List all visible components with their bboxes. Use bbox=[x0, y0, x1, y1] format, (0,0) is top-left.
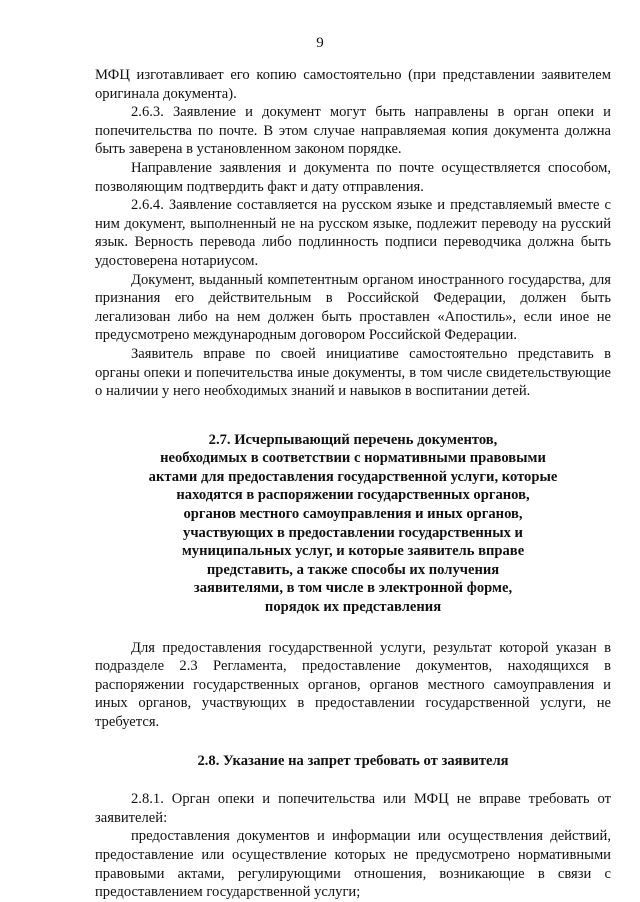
heading-line: заявителями, в том числе в электронной форме, bbox=[193, 580, 513, 597]
paragraph-2-8-1: 2.8.1. Орган опеки и попечительства или МФЦ не вправе требовать от заявителей: bbox=[95, 791, 611, 826]
heading-line: органов местного самоуправления и иных органов, bbox=[183, 506, 523, 523]
paragraph-foreign-document: Документ, выданный компетентным органом иностранного государства, для признания его действительным в Российской Федерации, должен быть легализован либо на нем должен быть проставлен «Апостиль», если иное не предусмотрено международным договором Российской Федерации. bbox=[95, 271, 611, 344]
paragraph-mfc-copy: МФЦ изготавливает его копию самостоятельно (при представлении заявителем оригинала документа). bbox=[95, 67, 611, 102]
section-spacer bbox=[95, 732, 611, 752]
heading-line: участвующих в предоставлении государственных и bbox=[183, 524, 523, 541]
paragraph-2-7-body: Для предоставления государственной услуги, результат которой указан в подразделе 2.3 Регламента, предоставление документов, находящихся в распоряжении государственных органов, органов местного самоуправления и иных органов, участвующих в предоставлении государственной услуги, не требуется. bbox=[95, 639, 611, 730]
heading-line: муниципальных услуг, и которые заявитель вправе bbox=[181, 543, 525, 560]
paragraph-2-6-3: 2.6.3. Заявление и документ могут быть направлены в орган опеки и попечительства по почте. В этом случае направляемая копия документа должна быть заверена в установленном законом порядке. bbox=[95, 104, 611, 158]
section-spacer bbox=[95, 401, 611, 431]
paragraph-applicant-right: Заявитель вправе по своей инициативе самостоятельно представить в органы опеки и попечительства иные документы, в том числе свидетельствующие о наличии у него необходимых знаний и навыков в воспитании детей. bbox=[95, 345, 611, 400]
heading-line: актами для предоставления государственной услуги, которые bbox=[148, 468, 558, 485]
heading-line: необходимых в соответствии с нормативными правовыми bbox=[160, 450, 546, 467]
paragraph-mail-method: Направление заявления и документа по почте осуществляется способом, позволяющим подтвердить факт и дату отправления. bbox=[95, 159, 611, 195]
heading-line: порядок их представления bbox=[264, 599, 442, 616]
page-number: 9 bbox=[316, 35, 324, 51]
paragraph-2-6-4: 2.6.4. Заявление составляется на русском языке и представляемый вместе с ним документ, выполненный не на русском языке, подлежит переводу на русский язык. Верность перевода либо подлинность подписи переводчика должна быть удостоверена нотариусом. bbox=[95, 197, 611, 269]
section-spacer bbox=[95, 617, 611, 639]
document-body bbox=[95, 66, 611, 902]
section-spacer bbox=[95, 770, 611, 790]
heading-line: находятся в распоряжении государственных органов, bbox=[176, 487, 530, 504]
section-heading-2-8: 2.8. Указание на запрет требовать от заявителя bbox=[197, 752, 509, 769]
heading-line: представить, а также способы их получения bbox=[206, 561, 500, 578]
heading-line: 2.7. Исчерпывающий перечень документов, bbox=[208, 431, 498, 448]
paragraph-2-8-1-item: предоставления документов и информации или осуществления действий, предоставление или осуществление которых не предусмотрено нормативными правовыми актами, регулирующими отношения, возникающие в связи с предоставлением государственной услуги; bbox=[95, 828, 611, 901]
section-heading-2-7 bbox=[95, 431, 611, 617]
